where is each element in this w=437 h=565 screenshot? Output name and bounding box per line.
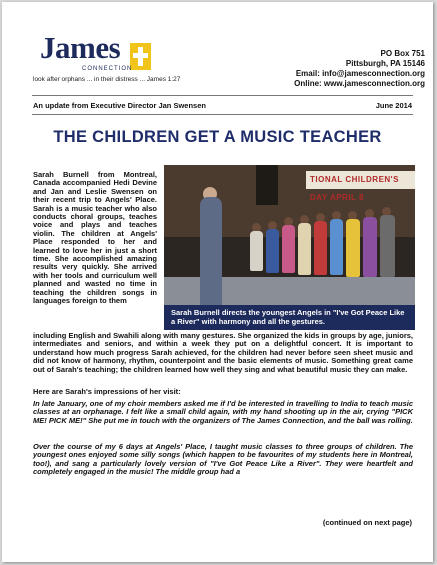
child-figure — [266, 229, 279, 273]
contact-line: PO Box 751 — [380, 49, 425, 58]
child-figure — [282, 225, 295, 273]
contact-line: Pittsburgh, PA 15146 — [345, 59, 425, 68]
continued-note: (continued on next page) — [322, 518, 412, 527]
child-figure — [250, 231, 263, 271]
photo-caption: Sarah Burnell directs the youngest Angels in "I've Got Peace Like a River" with harmony and all the gestures. — [164, 305, 415, 330]
quote-paragraph: Over the course of my 6 days at Angels' Place, I taught music classes to three groups of children. The youngest ones enjoyed some silly songs (which happen to be favourites of my students here in Montreal, too!), and sang a particularly lovely version of "I've Got Peace Like a River". They were heartfelt and completely engaged in the music! The middle group had a — [33, 442, 413, 477]
article-title: THE CHILDREN GET A MUSIC TEACHER — [53, 128, 382, 146]
contact-block — [294, 49, 425, 89]
subhead: An update from Executive Director Jan Swensen — [33, 101, 206, 110]
logo-subtitle: CONNECTION — [82, 66, 133, 72]
child-figure — [363, 217, 377, 277]
child-figure — [298, 223, 311, 275]
article-paragraph: Sarah Burnell from Montreal, Canada accompanied Hedi Devine and Jan and Leslie Swensen on their recent trip to Angels' Place. Sarah is a music teacher who also conducts choral groups, teaches voice and plays and teaches violin. The children at Angels' Place responded to her and learned to love her in just a short time. She accomplished amazing results very quickly. She arrived with her tools and curriculum well planned and wasted no time in teaching the children songs in languages foreign to them — [33, 170, 157, 306]
divider — [32, 95, 413, 96]
article-paragraph: including English and Swahili along with many gestures. She organized the kids in groups by age, juniors, intermediates and seniors, and within a week they put on a delightful concert. It is important to understand how much progress Sarah achieved, for the children had never before seen sheet music and did not know of harmony, rhythm, counterpoint and the basic elements of music. Something great came out of Sarah's teaching; the children learned how well they sing and what beautiful music they can make. — [33, 331, 413, 374]
child-figure — [380, 215, 395, 277]
newsletter-page — [2, 2, 433, 562]
cross-logo-icon — [130, 43, 151, 70]
child-figure — [346, 219, 360, 277]
quote-paragraph: In late January, one of my choir members asked me if I'd be interested in travelling to India to teach music classes at an orphanage. I felt like a small child again, with my hand shooting up in the air, crying "PICK ME! PICK ME!" She put me in touch with the organizers of The James Connection, and the ball was rolling. — [33, 399, 413, 425]
child-figure — [314, 221, 327, 275]
tagline: look after orphans ... in their distress ... James 1:27 — [33, 76, 181, 83]
logo-text: James — [40, 30, 121, 65]
divider — [32, 114, 413, 115]
contact-email[interactable]: Email: info@jamesconnection.org — [295, 69, 425, 78]
photo-banner: TIONAL CHILDREN'S DAY APRIL 8 — [306, 171, 415, 189]
contact-website[interactable]: Online: www.jamesconnection.org — [294, 79, 425, 88]
article-photo — [164, 165, 415, 330]
issue-date: June 2014 — [375, 101, 412, 110]
impressions-intro: Here are Sarah's impressions of her visit: — [33, 387, 181, 396]
child-figure — [330, 219, 343, 275]
